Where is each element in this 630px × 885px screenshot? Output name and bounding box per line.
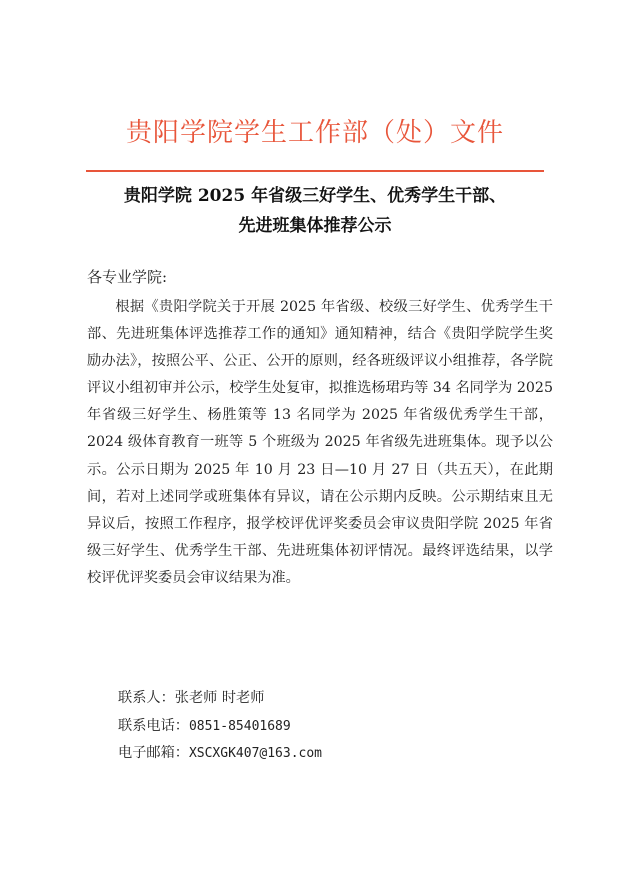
- contact-phone-label: 联系电话：: [118, 717, 189, 734]
- contact-person-line: [118, 685, 322, 713]
- contact-email-value: XSCXGK407@163.com: [188, 746, 323, 761]
- contact-person-value: 张老师 时老师: [174, 690, 265, 706]
- notice-title-line-2: 先进班集体推荐公示: [238, 216, 392, 236]
- salutation: 各专业学院:: [87, 268, 168, 286]
- contact-block: [118, 685, 322, 768]
- contact-email-label: 电子邮箱：: [118, 745, 189, 761]
- contact-phone-line: [118, 713, 322, 741]
- org-header-title: 贵阳学院学生工作部（处）文件: [125, 118, 504, 148]
- contact-email-line: [118, 740, 322, 768]
- contact-phone-value: 0851-85401689: [188, 718, 291, 734]
- contact-person-label: 联系人：: [118, 690, 175, 706]
- notice-title-line-1: 贵阳学院 2025 年省级三好学生、优秀学生干部、: [123, 186, 507, 206]
- red-divider-line: [86, 170, 544, 172]
- notice-body-paragraph: 根据《贵阳学院关于开展 2025 年省级、校级三好学生、优秀学生干部、先进班集体评选推荐工作的通知》通知精神，结合《贵阳学院学生奖励办法》，按照公平、公正、公开的原则，经各班级评议小组推荐，各学院评议小组初审并公示，校学生处复审，拟推选杨珺玙等 34 名同学为 2025 年省级三好学生、杨胜策等 13 名同学为 2025 年省级优秀学生干部，2024 级体育教育一班等 5 个班级为 2025 年省级先进班集体。现予以公示。公示日期为 2025 年 10 月 23 日—10 月 27 日（共五天），在此期间，若对上述同学或班集体有异议，请在公示期内反映。公示期结束且无异议后，按照工作程序，报学校评优评奖委员会审议贵阳学院 2025 年省级三好学生、优秀学生干部、先进班集体初评情况。最终评选结果，以学校评优评奖委员会审议结果为准。: [87, 299, 553, 586]
